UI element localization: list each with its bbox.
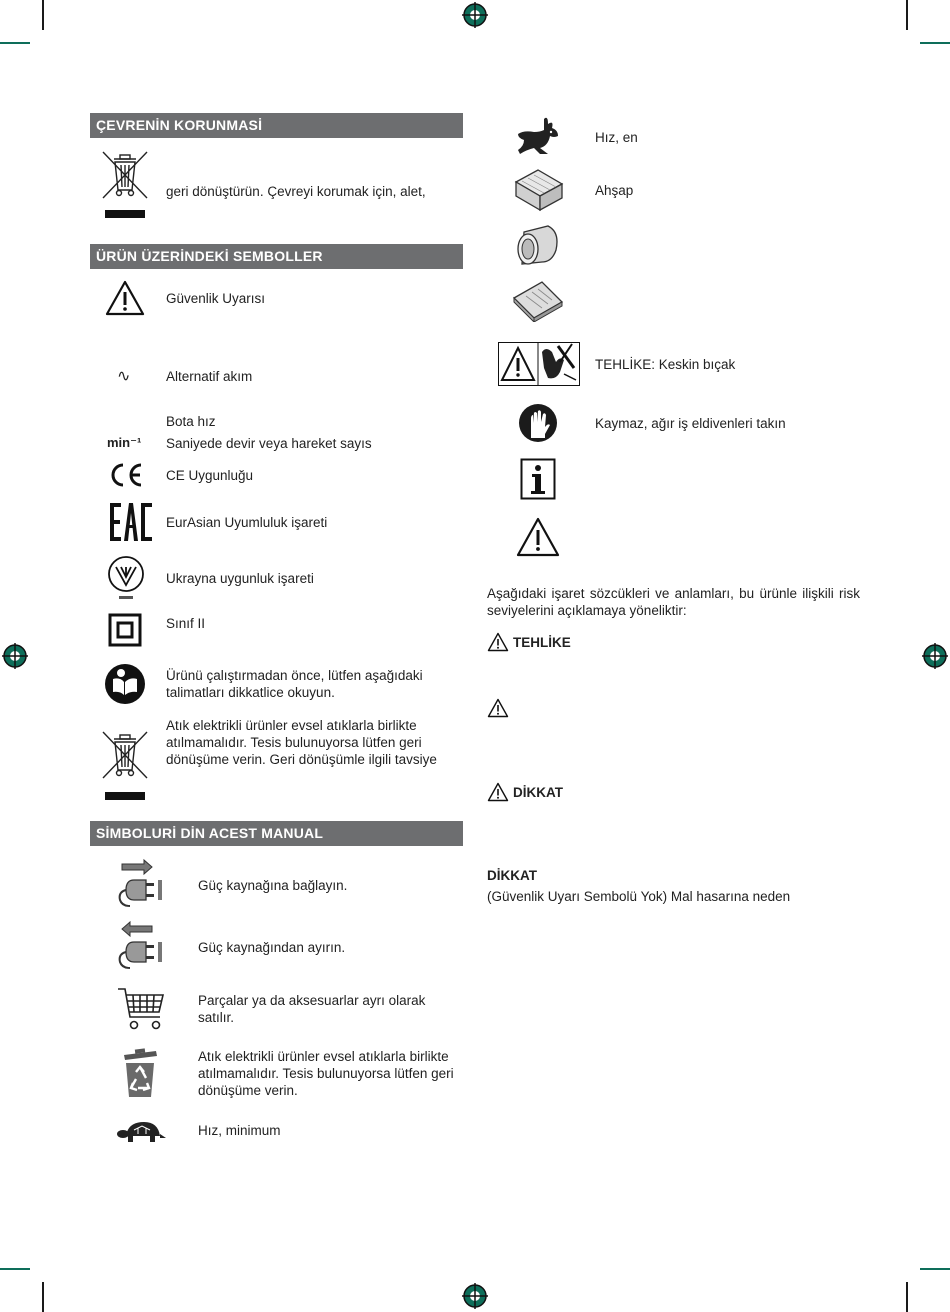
symbol-ce-label: CE Uygunluğu	[166, 468, 254, 483]
read-manual-icon	[104, 663, 146, 705]
symbol-ukraine-label: Ukrayna uygunluk işareti	[166, 571, 314, 586]
metal-sheet-icon	[512, 280, 564, 322]
symbol-no-load-speed-label: Bota hız	[166, 414, 216, 429]
registration-mark-icon	[2, 643, 28, 669]
symbol-class-ii-label: Sınıf II	[166, 616, 206, 631]
crop-mark	[920, 1268, 950, 1270]
crop-mark	[906, 0, 908, 30]
caution-no-symbol-text: (Güvenlik Uyarı Sembolü Yok) Mal hasarına neden	[487, 889, 791, 904]
caution-triangle-icon	[487, 782, 509, 802]
rpm-symbol: min⁻¹	[107, 435, 142, 450]
caution-no-symbol-title: DİKKAT	[487, 868, 537, 883]
signal-caution-label: DİKKAT	[513, 785, 563, 800]
symbol-connect-power-label: Güç kaynağına bağlayın.	[198, 878, 348, 893]
section-heading-product-symbols: ÜRÜN ÜZERİNDEKİ SEMBOLLER	[90, 244, 463, 269]
symbol-read-manual-label: Ürünü çalıştırmadan önce, lütfen aşağıdaki talimatları dikkatlice okuyun.	[166, 668, 423, 700]
registration-mark-icon	[462, 1283, 488, 1309]
signal-danger-label: TEHLİKE	[513, 635, 571, 650]
symbol-speed-min-label: Hız, minimum	[198, 1123, 281, 1138]
symbol-gloves-label: Kaymaz, ağır iş eldivenleri takın	[595, 416, 786, 431]
section-heading-environment: ÇEVRENİN KORUNMASİ	[90, 113, 463, 138]
registration-mark-icon	[922, 643, 948, 669]
symbol-recycle-label: Atık elektrikli ürünler evsel atıklarla birlikte atılmamalıdır. Tesis bulunuyorsa lütfen geri dönüşüme verin.	[198, 1049, 454, 1098]
plug-connect-icon	[114, 858, 166, 910]
section-heading-manual-symbols: SİMBOLURİ DİN ACEST MANUAL	[90, 821, 463, 846]
ce-mark-icon	[108, 462, 144, 488]
wood-block-icon	[514, 166, 564, 212]
crossed-bin-icon	[100, 150, 150, 220]
symbol-speed-max-label: Hız, en	[595, 130, 638, 145]
symbol-ac-label: Alternatif akım	[166, 369, 253, 384]
sharp-blade-warning-icon	[498, 342, 580, 386]
info-icon	[520, 458, 556, 500]
turtle-icon	[116, 1118, 168, 1146]
symbol-sold-separately-label: Parçalar ya da aksesuarlar ayrı olarak satılır.	[198, 993, 426, 1025]
crop-mark	[42, 0, 44, 30]
warning-triangle-icon	[515, 516, 561, 558]
recycle-bin-icon	[120, 1047, 160, 1099]
symbol-rpm-label: Saniyede devir veya hareket sayıs	[166, 436, 372, 451]
danger-triangle-icon	[487, 632, 509, 652]
signal-words-intro: Aşağıdaki işaret sözcükleri ve anlamları, bu ürünle ilişkili risk seviyelerini açıklamaya yöneliktir:	[487, 586, 860, 618]
gloves-icon	[518, 403, 558, 443]
ukraine-conformity-icon	[106, 553, 146, 603]
safety-alert-triangle-icon	[104, 279, 146, 317]
crossed-bin-icon	[100, 730, 150, 802]
alternating-current-icon: ∿	[117, 368, 131, 385]
crop-mark	[42, 1282, 44, 1312]
symbol-eac-label: EurAsian Uyumluluk işareti	[166, 515, 328, 530]
crop-mark	[920, 42, 950, 44]
registration-mark-icon	[462, 2, 488, 28]
symbol-disconnect-power-label: Güç kaynağından ayırın.	[198, 940, 346, 955]
crop-mark	[0, 1268, 30, 1270]
recycle-instruction-text: geri dönüştürün. Çevreyi korumak için, alet,	[166, 184, 426, 199]
symbol-weee-label: Atık elektrikli ürünler evsel atıklarla birlikte atılmamalıdır. Tesis bulunuyorsa lütfen geri dönüşüme verin. Geri dönüşümle ilgili tavsiye	[166, 718, 437, 767]
symbol-safety-alert-label: Güvenlik Uyarısı	[166, 291, 266, 306]
pipe-icon	[514, 222, 562, 268]
class-ii-icon	[108, 613, 142, 647]
shopping-cart-icon	[116, 985, 166, 1033]
rabbit-icon	[514, 116, 564, 158]
crop-mark	[906, 1282, 908, 1312]
eac-mark-icon	[110, 501, 154, 543]
warning-small-triangle-icon	[487, 698, 509, 718]
symbol-wood-label: Ahşap	[595, 183, 634, 198]
plug-disconnect-icon	[114, 920, 166, 972]
symbol-sharp-blade-label: TEHLİKE: Keskin bıçak	[595, 357, 736, 372]
crop-mark	[0, 42, 30, 44]
